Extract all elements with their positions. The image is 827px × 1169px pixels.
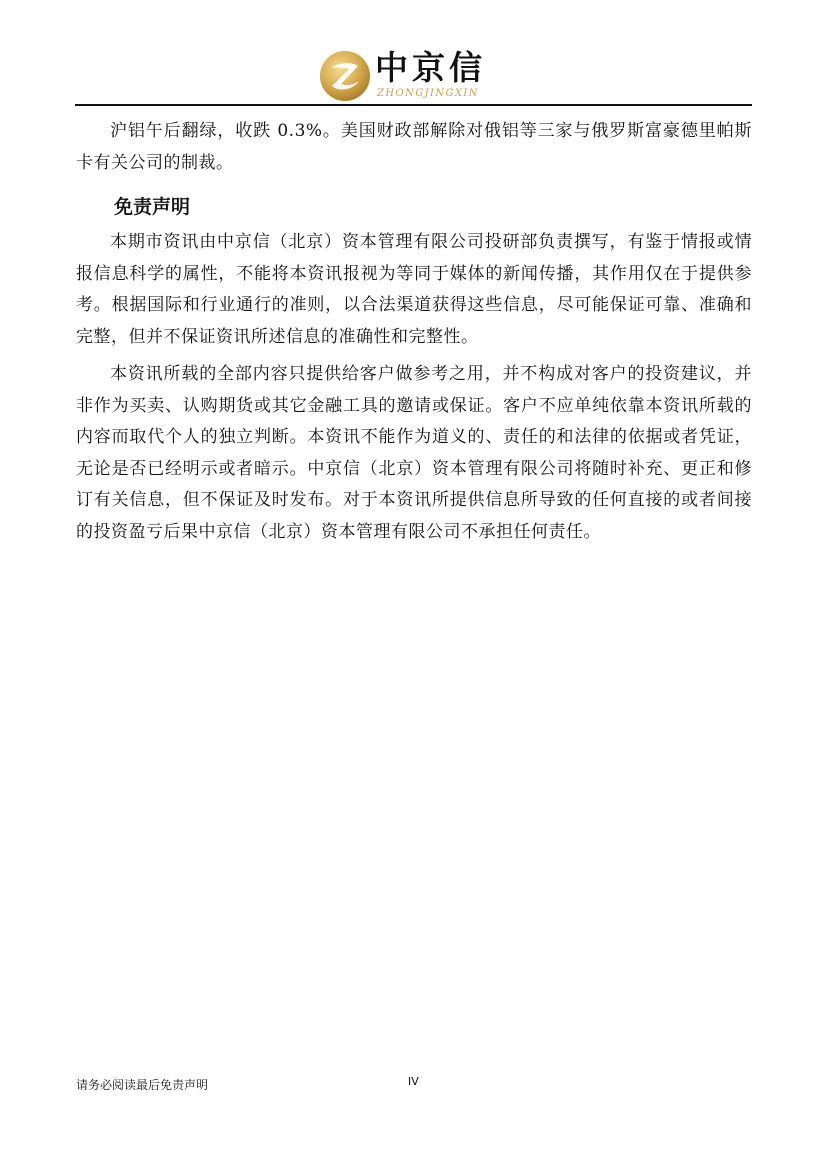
disclaimer-paragraph-1: 本期市资讯由中京信（北京）资本管理有限公司投研部负责撰写，有鉴于情报或情报信息科学的属性，不能将本资讯报视为等同于媒体的新闻传播，其作用仅在于提供参考。根据国际和行业通行的准则，以合法渠道获得这些信息，尽可能保证可靠、准确和完整，但并不保证资讯所述信息的准确性和完整性。: [76, 232, 752, 347]
page-number: IV: [408, 1075, 419, 1088]
intro-paragraph: 沪铝午后翻绿，收跌 0.3%。美国财政部解除对俄铝等三家与俄罗斯富豪德里帕斯卡有关公司的制裁。: [76, 121, 752, 173]
page-header: [0, 0, 827, 110]
zhongjingxin-logo-icon: [319, 50, 371, 102]
company-logo: [319, 46, 509, 106]
disclaimer-title: 免责声明: [114, 196, 191, 218]
disclaimer-paragraph-2: 本资讯所载的全部内容只提供给客户做参考之用，并不构成对客户的投资建议，并非作为买卖、认购期货或其它金融工具的邀请或保证。客户不应单纯依靠本资讯所载的内容而取代个人的独立判断。本资讯不能作为道义的、责任的和法律的依据或者凭证，无论是否已经明示或者暗示。中京信（北京）资本管理有限公司将随时补充、更正和修订有关信息，但不保证及时发布。对于本资讯所提供信息所导致的任何直接的或者间接的投资盈亏后果中京信（北京）资本管理有限公司不承担任何责任。: [76, 364, 752, 542]
logo-english-text: ZHONGJINGXIN: [377, 88, 479, 99]
logo-chinese-text: 中京信: [375, 48, 486, 87]
document-body: [76, 116, 752, 548]
footer-note: 请务必阅读最后免责声明: [76, 1078, 209, 1092]
header-divider: [75, 104, 752, 106]
